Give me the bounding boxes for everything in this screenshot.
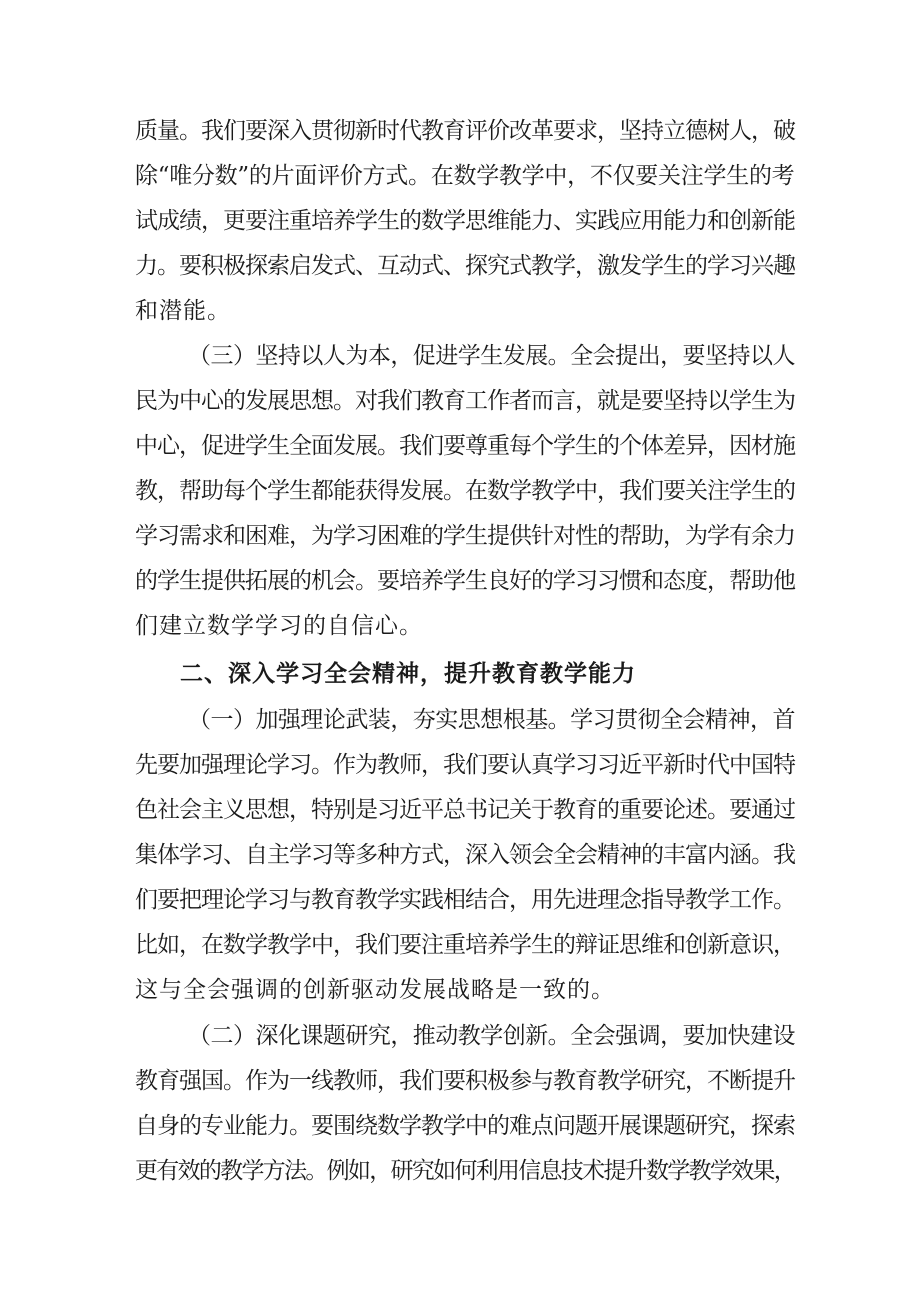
text-line: 集体学习、自主学习等多种方式，深入领会全会精神的丰富内涵。我 bbox=[135, 842, 795, 868]
text-line: 学习需求和困难，为学习困难的学生提供针对性的帮助，为学有余力 bbox=[135, 523, 795, 549]
text-line: （三）坚持以人为本，促进学生发展。全会提出，要坚持以人 bbox=[188, 343, 795, 369]
text-line: 力。要积极探索启发式、互动式、探究式教学，激发学生的学习兴趣 bbox=[135, 253, 795, 279]
text-line: 试成绩，更要注重培养学生的数学思维能力、实践应用能力和创新能 bbox=[135, 208, 795, 234]
text-line: 自身的专业能力。要围绕数学教学中的难点问题开展课题研究，探索 bbox=[135, 1113, 795, 1139]
text-line: 民为中心的发展思想。对我们教育工作者而言，就是要坚持以学生为 bbox=[135, 388, 795, 414]
text-line: 和潜能。 bbox=[135, 298, 231, 324]
text-line: 色社会主义思想，特别是习近平总书记关于教育的重要论述。要通过 bbox=[135, 797, 795, 823]
text-line: 教，帮助每个学生都能获得发展。在数学教学中，我们要关注学生的 bbox=[135, 478, 795, 504]
text-line: 教育强国。作为一线教师，我们要积极参与教育教学研究，不断提升 bbox=[135, 1068, 795, 1094]
text-line: 的学生提供拓展的机会。要培养学生良好的学习习惯和态度，帮助他 bbox=[135, 568, 795, 594]
text-line: （二）深化课题研究，推动教学创新。全会强调，要加快建设 bbox=[188, 1023, 795, 1049]
text-line: 比如，在数学教学中，我们要注重培养学生的辩证思维和创新意识， bbox=[135, 932, 795, 958]
text-line: 先要加强理论学习。作为教师，我们要认真学习习近平新时代中国特 bbox=[135, 752, 795, 778]
text-line: 这与全会强调的创新驱动发展战略是一致的。 bbox=[135, 977, 615, 1003]
text-line: （一）加强理论武装，夯实思想根基。学习贯彻全会精神，首 bbox=[188, 707, 795, 733]
text-line: 中心，促进学生全面发展。我们要尊重每个学生的个体差异，因材施 bbox=[135, 433, 795, 459]
text-line: 更有效的教学方法。例如，研究如何利用信息技术提升数学教学效果， bbox=[135, 1158, 795, 1184]
text-line: 质量。我们要深入贯彻新时代教育评价改革要求，坚持立德树人，破 bbox=[135, 118, 795, 144]
text-line: 除“唯分数”的片面评价方式。在数学教学中，不仅要关注学生的考 bbox=[135, 163, 795, 189]
section-heading: 二、深入学习全会精神，提升教育教学能力 bbox=[180, 661, 636, 687]
text-line: 们建立数学学习的自信心。 bbox=[135, 613, 423, 639]
text-line: 们要把理论学习与教育教学实践相结合，用先进理念指导教学工作。 bbox=[135, 887, 795, 913]
